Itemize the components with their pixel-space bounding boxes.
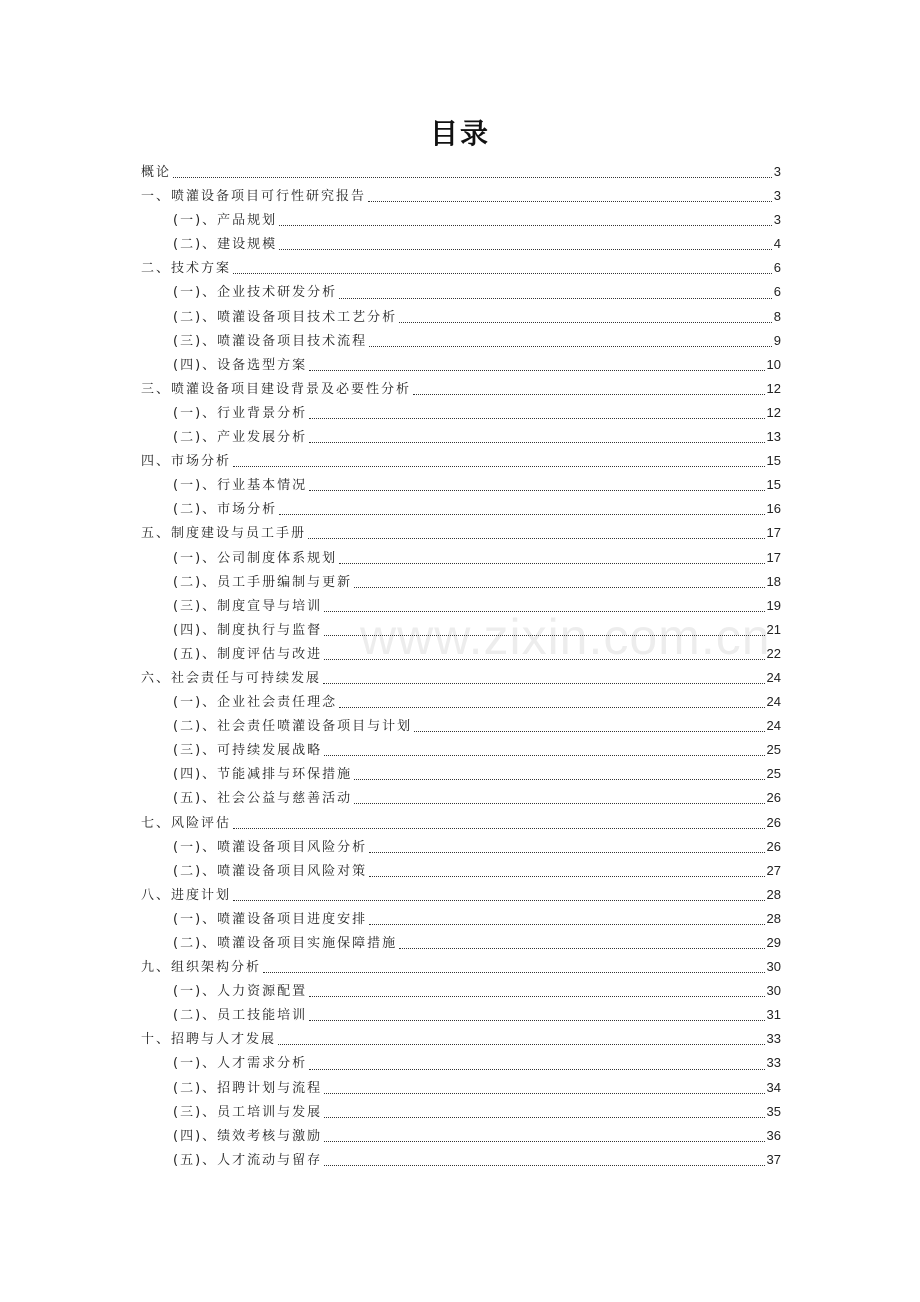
toc-entry[interactable] <box>141 1003 781 1027</box>
toc-entry-page-number: 34 <box>766 1079 781 1095</box>
dot-leader <box>233 827 765 829</box>
toc-entry[interactable] <box>141 521 781 545</box>
dot-leader <box>279 248 772 250</box>
toc-entry-page-number: 12 <box>766 404 781 420</box>
toc-entry-label: 四、市场分析 <box>141 454 232 470</box>
dot-leader <box>399 947 764 949</box>
toc-entry[interactable] <box>141 232 781 256</box>
toc-entry-label: (四)、绩效考核与激励 <box>173 1128 323 1144</box>
dot-leader <box>324 610 764 612</box>
dot-leader <box>324 1164 764 1166</box>
toc-entry[interactable] <box>141 690 781 714</box>
toc-entry-page-number: 3 <box>773 164 781 179</box>
dot-leader <box>369 851 764 853</box>
dot-leader <box>309 489 764 491</box>
toc-entry-label: (五)、社会公益与慈善活动 <box>173 791 353 807</box>
toc-entry[interactable] <box>141 546 781 570</box>
toc-entry-page-number: 25 <box>766 766 781 782</box>
toc-entry-label: 十、招聘与人才发展 <box>141 1032 277 1048</box>
dot-leader <box>309 1019 764 1021</box>
dot-leader <box>339 562 764 564</box>
toc-entry-label: (三)、员工培训与发展 <box>173 1104 323 1120</box>
toc-entry-page-number: 17 <box>766 525 781 541</box>
dot-leader <box>339 297 772 299</box>
toc-entry-page-number: 3 <box>773 188 781 204</box>
toc-entry[interactable] <box>141 811 781 835</box>
toc-entry-label: (一)、喷灌设备项目进度安排 <box>173 911 368 927</box>
toc-entry-label: (一)、行业背景分析 <box>173 405 308 421</box>
toc-entry[interactable] <box>141 859 781 883</box>
dot-leader <box>173 176 772 178</box>
toc-entry-page-number: 4 <box>773 236 781 252</box>
toc-entry-page-number: 9 <box>773 332 781 348</box>
dot-leader <box>323 682 765 684</box>
dot-leader <box>414 730 764 732</box>
toc-entry-label: (二)、喷灌设备项目风险对策 <box>173 863 368 879</box>
toc-entry[interactable] <box>141 329 781 353</box>
toc-entry-label: 六、社会责任与可持续发展 <box>141 670 322 686</box>
toc-entry[interactable] <box>141 305 781 329</box>
toc-entry[interactable] <box>141 618 781 642</box>
dot-leader <box>308 537 765 539</box>
toc-entry-label: (五)、人才流动与留存 <box>173 1152 323 1168</box>
toc-entry-page-number: 24 <box>766 718 781 734</box>
toc-entry[interactable] <box>141 738 781 762</box>
toc-entry-label: (四)、制度执行与监督 <box>173 622 323 638</box>
toc-entry[interactable] <box>141 714 781 738</box>
toc-entry-page-number: 28 <box>766 910 781 926</box>
toc-entry-label: (一)、人才需求分析 <box>173 1056 308 1072</box>
toc-entry[interactable] <box>141 979 781 1003</box>
toc-entry-page-number: 15 <box>766 453 781 469</box>
toc-entry-page-number: 6 <box>773 260 781 276</box>
toc-entry[interactable] <box>141 1148 781 1172</box>
toc-entry-label: (二)、员工技能培训 <box>173 1008 308 1024</box>
toc-entry-page-number: 26 <box>766 838 781 854</box>
toc-entry-label: (四)、设备选型方案 <box>173 357 308 373</box>
toc-entry-label: (二)、市场分析 <box>173 502 278 518</box>
dot-leader <box>324 634 764 636</box>
toc-entry[interactable] <box>141 1100 781 1124</box>
toc-entry-page-number: 30 <box>766 959 781 975</box>
toc-entry-label: (二)、招聘计划与流程 <box>173 1080 323 1096</box>
toc-entry-label: (二)、社会责任喷灌设备项目与计划 <box>173 719 413 735</box>
toc-entry-page-number: 22 <box>766 645 781 661</box>
toc-entry-label: (一)、企业社会责任理念 <box>173 695 338 711</box>
toc-title: 目录 <box>429 117 490 150</box>
toc-entry[interactable] <box>141 497 781 521</box>
toc-entry-page-number: 17 <box>766 549 781 565</box>
toc-entry[interactable] <box>141 425 781 449</box>
toc-entry[interactable] <box>141 401 781 425</box>
toc-entry[interactable] <box>141 353 781 377</box>
dot-leader <box>279 224 772 226</box>
toc-entry[interactable] <box>141 1027 781 1051</box>
toc-entry-page-number: 26 <box>766 790 781 806</box>
dot-leader <box>339 706 764 708</box>
toc-entry-page-number: 18 <box>766 573 781 589</box>
dot-leader <box>263 971 765 973</box>
toc-entry-label: 三、喷灌设备项目建设背景及必要性分析 <box>141 381 412 397</box>
toc-entry[interactable] <box>141 256 781 280</box>
toc-entry-label: 五、制度建设与员工手册 <box>141 526 307 542</box>
dot-leader <box>369 923 764 925</box>
toc-entry-label: (四)、节能减排与环保措施 <box>173 767 353 783</box>
dot-leader <box>233 272 772 274</box>
toc-entry-label: (三)、可持续发展战略 <box>173 743 323 759</box>
toc-entry-label: 八、进度计划 <box>141 887 232 903</box>
toc-entry-page-number: 33 <box>766 1031 781 1047</box>
dot-leader <box>368 200 772 202</box>
toc-entry-page-number: 31 <box>766 1007 781 1023</box>
toc-entry[interactable] <box>141 1124 781 1148</box>
toc-entry-page-number: 21 <box>766 621 781 637</box>
dot-leader <box>279 513 764 515</box>
toc-entry[interactable] <box>141 786 781 810</box>
toc-entry-label: 七、风险评估 <box>141 815 232 831</box>
toc-entry[interactable] <box>141 449 781 473</box>
toc-entry[interactable] <box>141 931 781 955</box>
toc-entry-label: (二)、员工手册编制与更新 <box>173 574 353 590</box>
dot-leader <box>369 345 772 347</box>
toc-entry-label: (二)、喷灌设备项目实施保障措施 <box>173 936 398 951</box>
dot-leader <box>324 1116 764 1118</box>
dot-leader <box>309 441 764 443</box>
dot-leader <box>278 1043 765 1045</box>
dot-leader <box>354 586 764 588</box>
toc-entry-page-number: 25 <box>766 742 781 758</box>
toc-entry-page-number: 3 <box>773 212 781 228</box>
dot-leader <box>354 778 764 780</box>
toc-entry[interactable] <box>141 160 781 184</box>
toc-entry-label: (二)、喷灌设备项目技术工艺分析 <box>173 309 398 325</box>
toc-entry-page-number: 33 <box>766 1055 781 1071</box>
toc-entry-label: (二)、建设规模 <box>173 237 278 253</box>
toc-entry-page-number: 26 <box>766 814 781 830</box>
toc-entry-label: (一)、人力资源配置 <box>173 984 308 1000</box>
toc-entry-page-number: 12 <box>766 380 781 396</box>
toc-entry[interactable] <box>141 1051 781 1075</box>
dot-leader <box>309 369 764 371</box>
dot-leader <box>413 393 765 395</box>
dot-leader <box>309 1068 764 1070</box>
toc-entry-label: 一、喷灌设备项目可行性研究报告 <box>141 189 367 205</box>
toc-entry[interactable] <box>141 594 781 618</box>
toc-entry[interactable] <box>141 208 781 232</box>
toc-entry[interactable] <box>141 835 781 859</box>
toc-entry[interactable] <box>141 280 781 304</box>
toc-entry-label: (一)、行业基本情况 <box>173 478 308 494</box>
toc-entry-page-number: 24 <box>766 669 781 685</box>
toc-entry[interactable] <box>141 907 781 931</box>
toc-entry-label: (一)、产品规划 <box>173 213 278 229</box>
toc-entry-page-number: 36 <box>766 1127 781 1143</box>
dot-leader <box>369 875 764 877</box>
toc-entry-page-number: 16 <box>766 501 781 517</box>
dot-leader <box>324 1140 764 1142</box>
toc-entry-label: (二)、产业发展分析 <box>173 430 308 446</box>
dot-leader <box>324 658 764 660</box>
toc-entry-page-number: 37 <box>766 1151 781 1167</box>
toc-entry-label: (五)、制度评估与改进 <box>173 646 323 662</box>
toc-entry[interactable] <box>141 955 781 979</box>
toc-entry-page-number: 8 <box>773 308 781 324</box>
toc-entry-page-number: 24 <box>766 694 781 710</box>
toc-entry-label: (三)、喷灌设备项目技术流程 <box>173 333 368 349</box>
dot-leader <box>233 899 765 901</box>
toc-entry-page-number: 6 <box>773 284 781 300</box>
toc-entry-page-number: 29 <box>766 935 781 950</box>
toc-entry-page-number: 35 <box>766 1103 781 1119</box>
dot-leader <box>233 465 765 467</box>
toc-entry[interactable] <box>141 762 781 786</box>
dot-leader <box>309 995 764 997</box>
watermark: www.zixin.com.cn <box>360 609 771 665</box>
toc-entry-page-number: 27 <box>766 862 781 878</box>
toc-entry-page-number: 10 <box>766 356 781 372</box>
dot-leader <box>354 802 764 804</box>
toc-entry[interactable] <box>141 666 781 690</box>
dot-leader <box>324 754 764 756</box>
toc-entry-label: 九、组织架构分析 <box>141 960 262 976</box>
toc-entry-page-number: 13 <box>766 429 781 445</box>
toc-entry[interactable] <box>141 642 781 666</box>
toc-entry-label: 二、技术方案 <box>141 261 232 277</box>
toc-entry-page-number: 30 <box>766 983 781 999</box>
dot-leader <box>399 321 772 323</box>
toc-entry[interactable] <box>141 883 781 907</box>
table-of-contents <box>141 160 781 1172</box>
toc-entry-label: (一)、喷灌设备项目风险分析 <box>173 839 368 855</box>
toc-entry[interactable] <box>141 570 781 594</box>
toc-entry[interactable] <box>141 1076 781 1100</box>
dot-leader <box>309 417 764 419</box>
toc-entry-page-number: 15 <box>766 477 781 493</box>
toc-entry-label: (一)、公司制度体系规划 <box>173 550 338 566</box>
toc-entry[interactable] <box>141 473 781 497</box>
toc-entry-page-number: 28 <box>766 886 781 902</box>
toc-entry-page-number: 19 <box>766 597 781 613</box>
toc-entry-label: 概论 <box>141 165 172 180</box>
toc-entry-label: (一)、企业技术研发分析 <box>173 285 338 301</box>
toc-entry-label: (三)、制度宣导与培训 <box>173 598 323 614</box>
dot-leader <box>324 1092 764 1094</box>
toc-entry[interactable] <box>141 184 781 208</box>
toc-entry[interactable] <box>141 377 781 401</box>
